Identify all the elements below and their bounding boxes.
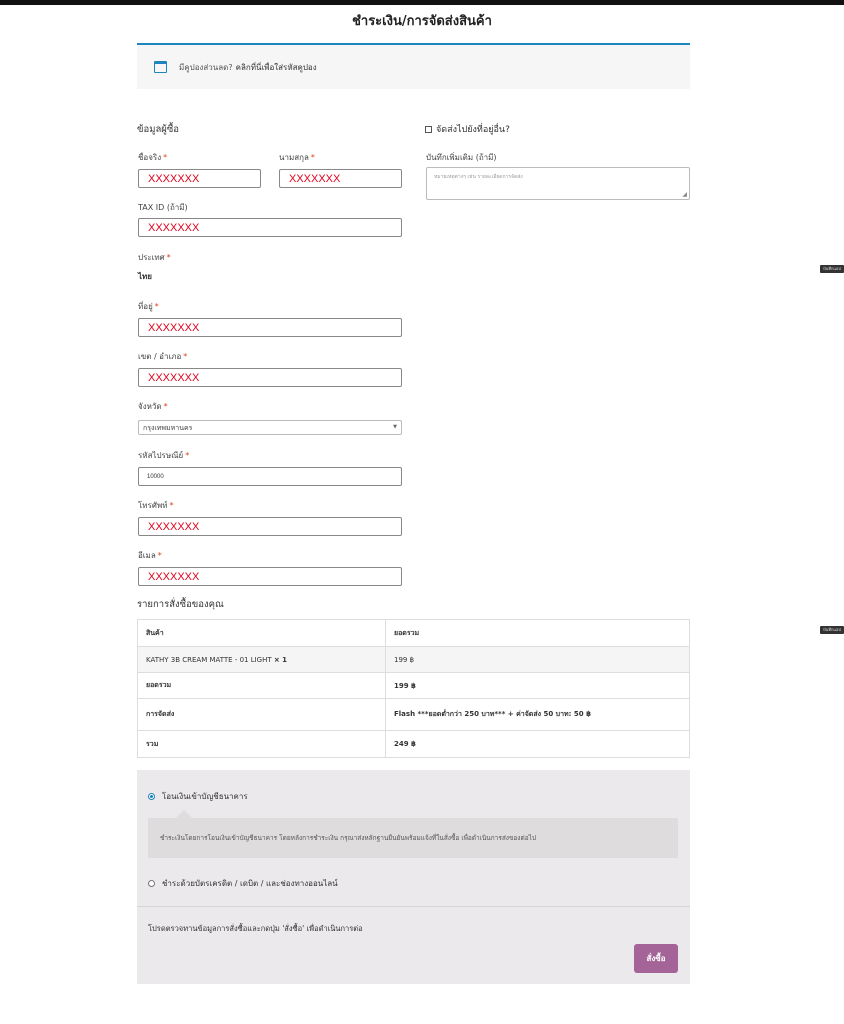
district-label-text: เขต / อำเภอ	[138, 352, 182, 361]
page-title: ชำระเงิน/การจัดส่งสินค้า	[352, 14, 492, 29]
card-payment-label: ชำระด้วยบัตรเครดิต / เดบิต / และช่องทางออนไลน์	[162, 879, 338, 888]
payment-option-card[interactable]	[148, 877, 338, 890]
item-qty: × 1	[273, 655, 288, 664]
place-order-button[interactable]: สั่งซื้อ	[634, 944, 678, 973]
country-label-text: ประเทศ	[138, 253, 165, 262]
required-mark: *	[163, 402, 168, 411]
bank-transfer-radio[interactable]	[148, 793, 155, 800]
email-field[interactable]: XXXXXXX	[138, 567, 402, 586]
table-row	[138, 699, 690, 731]
side-tag[interactable]: บันทึกแอป	[820, 265, 844, 273]
order-notes-textarea[interactable]	[426, 167, 690, 200]
postcode-label-text: รหัสไปรษณีย์	[138, 451, 184, 460]
province-value: กรุงเทพมหานคร	[143, 424, 193, 432]
required-mark: *	[166, 253, 171, 262]
header-total: ยอดรวม	[386, 620, 690, 647]
province-label	[138, 400, 168, 413]
coupon-question: มีคูปองส่วนลด?	[179, 63, 233, 72]
table-header-row	[138, 620, 690, 647]
first-name-label	[138, 151, 167, 164]
country-label	[138, 251, 171, 264]
payment-option-bank[interactable]	[148, 790, 248, 803]
ship-different-toggle[interactable]	[425, 122, 510, 136]
address-label	[138, 300, 159, 313]
last-name-field[interactable]: XXXXXXX	[279, 169, 402, 188]
address-label-text: ที่อยู่	[138, 302, 153, 311]
subtotal-label: ยอดรวม	[138, 673, 386, 699]
required-mark: *	[154, 302, 159, 311]
table-row	[138, 673, 690, 699]
required-mark: *	[185, 451, 190, 460]
card-payment-radio[interactable]	[148, 880, 155, 887]
terms-note: โปรดตรวจทานข้อมูลการสั่งซื้อและกดปุ่ม 'สั่งซื้อ' เพื่อดำเนินการต่อ	[148, 924, 363, 933]
province-select[interactable]	[138, 420, 402, 435]
required-mark: *	[163, 153, 168, 162]
header-product: สินค้า	[138, 620, 386, 647]
email-label-text: อีเมล	[138, 551, 156, 560]
required-mark: *	[157, 551, 162, 560]
order-review-title: รายการสั่งซื้อของคุณ	[137, 599, 224, 610]
shipping-label: การจัดส่ง	[138, 699, 386, 731]
notes-label: บันทึกเพิ่มเติม (ถ้ามี)	[426, 153, 497, 162]
province-label-text: จังหวัด	[138, 402, 162, 411]
tax-id-label: TAX ID (ถ้ามี)	[138, 203, 188, 212]
required-mark: *	[183, 352, 188, 361]
subtotal-value: 199 ฿	[386, 673, 690, 699]
total-value: 249 ฿	[386, 731, 690, 758]
tax-id-field[interactable]: XXXXXXX	[138, 218, 402, 237]
order-review-table	[137, 619, 690, 758]
coupon-text	[179, 61, 317, 74]
first-name-label-text: ชื่อจริง	[138, 153, 162, 162]
table-row	[138, 731, 690, 758]
required-mark: *	[310, 153, 315, 162]
resize-grip-icon[interactable]: ◢	[682, 191, 687, 198]
ship-different-label: จัดส่งไปยังที่อยู่อื่น?	[436, 125, 510, 135]
email-label	[138, 549, 162, 562]
district-field[interactable]: XXXXXXX	[138, 368, 402, 387]
bank-transfer-description: ชำระเงินโดยการโอนเงินเข้าบัญชีธนาคาร โดยหลังการชำระเงิน กรุณาส่งหลักฐานยืนยันพร้อมแจ้งที่ในสั่งซื้อ เพื่อดำเนินการส่งของต่อไป	[148, 818, 678, 858]
divider	[137, 906, 690, 907]
coupon-link[interactable]: คลิกที่นี่เพื่อใส่รหัสคูปอง	[235, 63, 317, 72]
shipping-value: Flash ***ยอดต่ำกว่า 250 บาท*** + ค่าจัดส่ง 50 บาท: 50 ฿	[386, 699, 690, 731]
address-field[interactable]: XXXXXXX	[138, 318, 402, 337]
payment-section	[137, 770, 690, 984]
side-tag[interactable]: บันทึกแอป	[820, 626, 844, 634]
total-label: รวม	[138, 731, 386, 758]
district-label	[138, 350, 187, 363]
postcode-field[interactable]: 10000	[138, 467, 402, 486]
bank-transfer-label: โอนเงินเข้าบัญชีธนาคาร	[162, 792, 248, 801]
coupon-notice	[137, 43, 690, 89]
required-mark: *	[169, 501, 174, 510]
item-name: KATHY 3B CREAM MATTE - 01 LIGHT	[146, 655, 272, 664]
phone-field[interactable]: XXXXXXX	[138, 517, 402, 536]
calendar-icon	[154, 61, 167, 73]
ship-different-checkbox[interactable]	[425, 126, 432, 133]
chevron-down-icon: ▼	[393, 424, 397, 430]
billing-title: ข้อมูลผู้ซื้อ	[137, 124, 180, 135]
phone-label-text: โทรศัพท์	[138, 501, 168, 510]
last-name-label	[279, 151, 315, 164]
notes-placeholder: หมายเหตุต่างๆ เช่น รายละเอียดการจัดส่ง	[434, 174, 523, 180]
country-value: ไทย	[138, 272, 152, 281]
last-name-label-text: นามสกุล	[279, 153, 309, 162]
first-name-field[interactable]: XXXXXXX	[138, 169, 261, 188]
phone-label	[138, 499, 174, 512]
item-price: 199 ฿	[386, 647, 690, 673]
postcode-label	[138, 449, 189, 462]
table-row	[138, 647, 690, 673]
item-cell	[138, 647, 386, 673]
top-bar	[0, 0, 844, 5]
